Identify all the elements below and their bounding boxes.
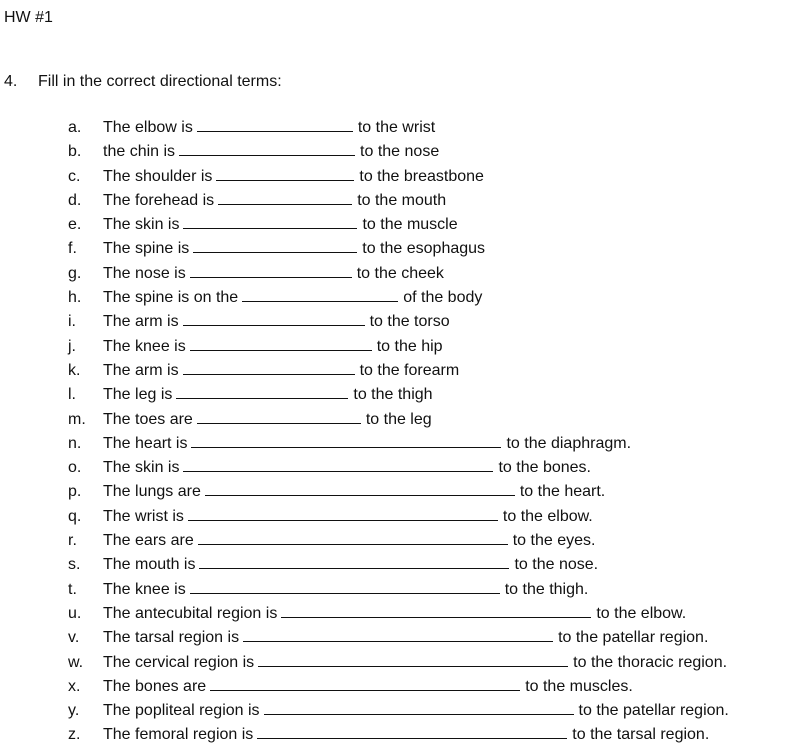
answer-blank[interactable] [183,456,493,472]
item-prompt: The cervical region is [103,653,255,671]
item-letter: w. [68,653,84,671]
item-letter: h. [68,289,82,307]
item-suffix: to the nose [360,143,440,161]
list-item [0,626,786,650]
item-letter: v. [68,629,80,647]
list-item [0,480,786,504]
item-prompt: The knee is [103,580,186,598]
item-prompt: The lungs are [103,483,201,501]
item-suffix: to the eyes. [512,532,596,550]
item-prompt: The leg is [103,386,173,404]
item-letter: o. [68,459,82,477]
item-suffix: to the patellar region. [578,702,729,720]
item-letter: s. [68,556,81,574]
list-item [0,310,786,334]
answer-blank[interactable] [190,578,500,594]
item-letter: e. [68,216,82,234]
item-prompt: The antecubital region is [103,604,278,622]
list-item [0,262,786,286]
question-heading [4,72,282,92]
list-item [0,529,786,553]
list-item [0,116,786,140]
list-item [0,408,786,432]
item-prompt: The arm is [103,313,179,331]
item-prompt: The popliteal region is [103,702,260,720]
item-prompt: The heart is [103,434,188,452]
item-letter: g. [68,264,82,282]
item-prompt: The wrist is [103,507,184,525]
answer-blank[interactable] [218,189,352,205]
item-letter: y. [68,702,80,720]
item-prompt: The tarsal region is [103,629,240,647]
item-suffix: to the muscles. [525,677,633,695]
item-prompt: The femoral region is [103,726,254,744]
list-item [0,359,786,383]
item-suffix: to the esophagus [362,240,486,258]
list-item [0,505,786,529]
item-letter: d. [68,191,82,209]
item-letter: j. [68,337,76,355]
item-suffix: to the heart. [519,483,606,501]
answer-blank[interactable] [191,432,501,448]
answer-blank[interactable] [193,237,357,253]
answer-blank[interactable] [197,116,353,132]
item-prompt: The spine is on the [103,289,239,307]
item-letter: a. [68,119,82,136]
item-letter: u. [68,604,82,622]
item-prompt: The spine is [103,240,190,258]
item-suffix: to the tarsal region. [572,726,710,744]
answer-blank[interactable] [243,626,553,642]
item-prompt: the chin is [103,143,176,161]
list-item [0,578,786,602]
item-prompt: The elbow is [103,119,193,136]
item-suffix: to the thoracic region. [573,653,728,671]
item-suffix: of the body [403,289,483,307]
item-letter: i. [68,313,76,331]
list-item [0,723,786,747]
item-suffix: to the thigh [353,386,433,404]
item-prompt: The mouth is [103,556,196,574]
item-letter: m. [68,410,86,428]
item-prompt: The toes are [103,410,193,428]
item-prompt: The bones are [103,677,207,695]
item-prompt: The nose is [103,264,186,282]
answer-blank[interactable] [183,310,365,326]
answer-blank[interactable] [281,602,591,618]
answer-blank[interactable] [205,480,515,496]
list-item [0,165,786,189]
item-letter: x. [68,677,81,695]
item-suffix: to the cheek [356,264,444,282]
item-suffix: to the leg [365,410,432,428]
item-letter: n. [68,434,82,452]
list-item [0,213,786,237]
page-title: HW #1 [4,9,53,26]
item-suffix: to the elbow. [596,604,687,622]
item-prompt: The skin is [103,216,180,234]
list-item [0,237,786,261]
item-prompt: The arm is [103,361,179,379]
fill-in-list [0,116,786,748]
list-item [0,553,786,577]
answer-blank[interactable] [197,408,361,424]
question-prompt: Fill in the correct directional terms: [38,73,282,90]
item-suffix: to the diaphragm. [506,434,632,452]
item-letter: z. [68,726,81,744]
list-item [0,456,786,480]
answer-blank[interactable] [190,262,352,278]
answer-blank[interactable] [179,140,355,156]
answer-blank[interactable] [188,505,498,521]
item-letter: p. [68,483,82,501]
item-prompt: The skin is [103,459,180,477]
answer-blank[interactable] [183,213,357,229]
answer-blank[interactable] [176,383,348,399]
answer-blank[interactable] [257,723,567,739]
list-item [0,335,786,359]
item-suffix: to the thigh. [504,580,589,598]
item-letter: b. [68,143,82,161]
item-prompt: The shoulder is [103,167,213,185]
list-item [0,140,786,164]
list-item [0,383,786,407]
item-letter: r. [68,532,77,550]
item-suffix: to the bones. [498,459,591,477]
answer-blank[interactable] [199,553,509,569]
item-suffix: to the patellar region. [558,629,709,647]
item-prompt: The ears are [103,532,194,550]
answer-blank[interactable] [216,165,354,181]
item-suffix: to the hip [376,337,443,355]
item-suffix: to the nose. [514,556,599,574]
item-prompt: The knee is [103,337,186,355]
list-item [0,432,786,456]
item-suffix: to the mouth [357,191,447,209]
list-item [0,675,786,699]
list-item [0,286,786,310]
list-item [0,189,786,213]
item-suffix: to the forearm [359,361,460,379]
item-letter: f. [68,240,77,258]
answer-blank[interactable] [210,675,520,691]
list-item [0,651,786,675]
list-item [0,699,786,723]
item-suffix: to the wrist [357,119,436,136]
question-number: 4. [4,73,18,90]
item-letter: q. [68,507,82,525]
answer-blank[interactable] [264,699,574,715]
item-letter: k. [68,361,81,379]
item-suffix: to the torso [369,313,450,331]
list-item [0,602,786,626]
item-letter: c. [68,167,81,185]
item-letter: t. [68,580,77,598]
item-suffix: to the muscle [362,216,458,234]
item-suffix: to the breastbone [359,167,484,185]
answer-blank[interactable] [198,529,508,545]
item-prompt: The forehead is [103,191,215,209]
answer-blank[interactable] [242,286,398,302]
answer-blank[interactable] [183,359,355,375]
item-suffix: to the elbow. [502,507,593,525]
item-letter: l. [68,386,76,404]
answer-blank[interactable] [190,335,372,351]
answer-blank[interactable] [258,651,568,667]
